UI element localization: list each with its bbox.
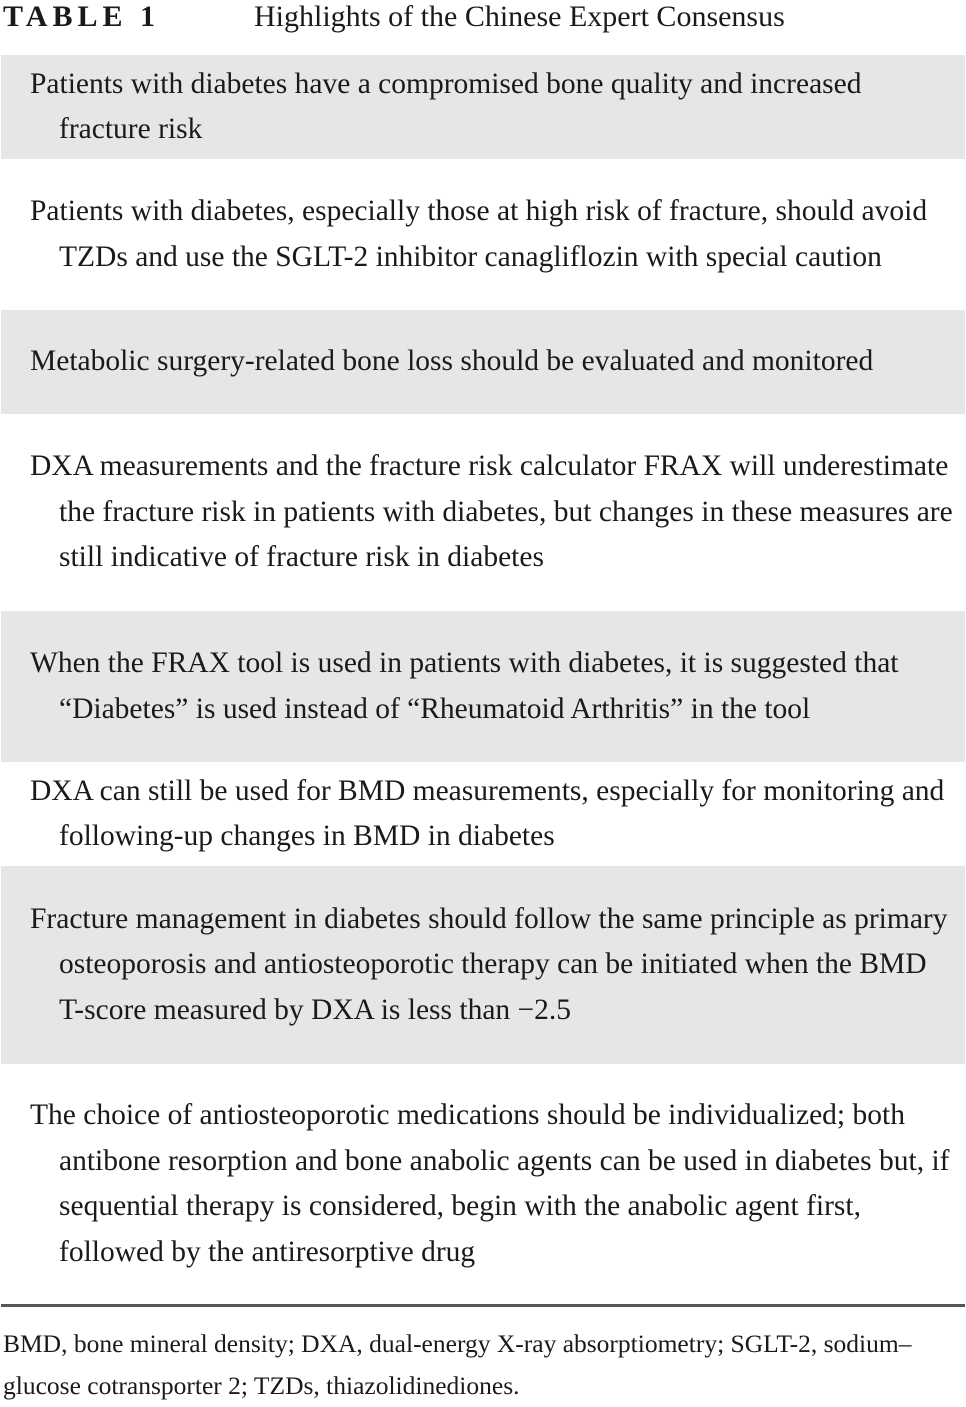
row-text: DXA can still be used for BMD measurements, especially for monitoring and following-up changes in BMD in diabetes (30, 774, 945, 852)
row-text: Patients with diabetes, especially those at high risk of fracture, should avoid TZDs and use the SGLT-2 inhibitor canagliflozin with special caution (30, 195, 928, 273)
row-text: DXA measurements and the fracture risk calculator FRAX will underestimate the fracture risk in patients with diabetes, but changes in these measures are still indicative of fracture risk in diabetes (30, 450, 953, 574)
row-text: Fracture management in diabetes should follow the same principle as primary osteoporosis and antiosteoporotic therapy can be initiated when the BMD T-score measured by DXA is less than −2.5 (30, 902, 948, 1026)
table-title: Highlights of the Chinese Expert Consensus (254, 0, 785, 33)
table-row (1, 159, 965, 310)
table-header (3, 0, 963, 34)
table-footnote: BMD, bone mineral density; DXA, dual-energy X-ray absorptiometry; SGLT-2, sodium–glucose cotransporter 2; TZDs, thiazolidinediones. (3, 1329, 912, 1400)
row-text: Patients with diabetes have a compromised bone quality and increased fracture risk (30, 67, 862, 145)
row-text: When the FRAX tool is used in patients with diabetes, it is suggested that “Diabetes” is used instead of “Rheumatoid Arthritis” in the tool (30, 647, 899, 725)
row-text: Metabolic surgery-related bone loss should be evaluated and monitored (30, 345, 874, 378)
table-bottom-rule (1, 1304, 965, 1307)
table-label: TABLE 1 (3, 0, 160, 33)
table-row (1, 866, 965, 1064)
table-row (1, 1064, 965, 1304)
table-row (1, 611, 965, 762)
table-body (1, 55, 965, 1304)
table-row (1, 55, 965, 159)
table-row (1, 310, 965, 414)
row-text: The choice of antiosteoporotic medications should be individualized; both antibone resorption and bone anabolic agents can be used in diabetes but, if sequential therapy is considered, begin with the anabolic agent first, followed by the antiresorptive drug (30, 1099, 950, 1268)
table-row (1, 762, 965, 866)
table-row (1, 414, 965, 611)
